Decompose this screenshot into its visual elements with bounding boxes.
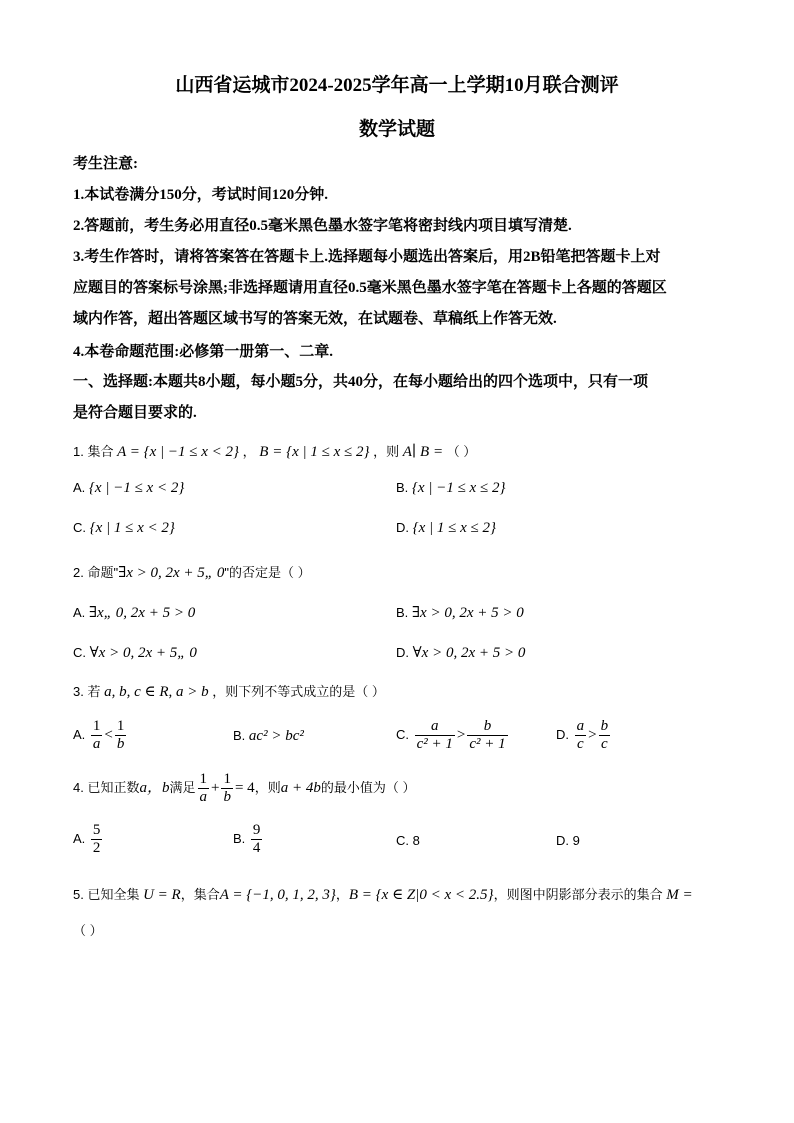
q5-paren: （ ） [73,923,103,938]
option-value: ∀x > 0, 2x + 5„ 0 [89,645,197,661]
q4-option-c[interactable]: C. 8 [396,833,420,848]
exam-title: 山西省运城市2024-2025学年高一上学期10月联合测评 [175,75,619,96]
q3-option-c[interactable] [396,718,510,753]
q2-option-d[interactable] [396,643,525,662]
option-label: C. [73,520,86,535]
fraction: $\frac{1}{a}$ [92,718,101,752]
q5-set-a: A = {−1, 0, 1, 2, 3} [219,887,336,903]
question-2 [73,562,311,582]
option-label: B. [233,830,246,846]
q2-option-c[interactable] [73,643,197,662]
q1-option-a[interactable] [73,480,184,497]
q4-then: ，则 [254,779,281,795]
q3-prefix: 3. 若 [73,684,101,699]
notice-item-3: 3.考生作答时，请将答案答在答题卡上.选择题每小题选出答案后，用2B铅笔把答题卡上对 [73,249,661,265]
q2-option-a[interactable] [73,603,195,622]
fraction: $\frac{a}{c}$ [576,718,585,752]
q3-condition: a, b, c ∈ R, a > b [104,684,209,700]
option-label: C. [396,726,409,742]
q1-expr: A∣ B = [402,444,444,460]
q5-prefix: 5. 已知全集 [73,887,140,902]
q3-option-a[interactable] [73,718,128,753]
option-value: {x | 1 ≤ x < 2} [89,520,175,536]
section-heading: 一、选择题:本题共8小题，每小题5分，共40分，在每小题给出的四个选项中，只有一项 [73,374,648,390]
option-value: ∀x > 0, 2x + 5 > 0 [412,645,526,661]
q1-prefix: 1. 集合 [73,444,114,459]
option-label: A. [73,726,86,742]
q5-set-b: B = {x ∈ Z|0 < x < 2.5} [348,887,494,903]
option-label: A. [73,830,86,846]
q4-expr: a + 4b [280,779,321,796]
option-value: {x | 1 ≤ x ≤ 2} [412,520,497,536]
operator: > [588,726,597,743]
q5-comma: ， [335,887,349,902]
q3-suffix: ，则下列不等式成立的是（ ） [212,684,385,699]
q5-universal-set: U = R [143,887,181,903]
option-label: D. [396,520,409,535]
notice-item-1: 1.本试卷满分150分，考试时间120分钟. [73,187,329,203]
q4-prefix: 4. 已知正数 [73,779,140,795]
option-value: ∃x„ 0, 2x + 5 > 0 [88,605,196,621]
q2-expr: ∃x > 0, 2x + 5„ 0 [118,565,225,581]
q5-suffix: ，则图中阴影部分表示的集合 [493,887,663,902]
q2-suffix: "的否定是（ ） [224,565,311,580]
operator: + [211,779,220,796]
question-5 [73,884,693,904]
q5-mid: ，集合 [180,887,220,902]
option-value: ∃x > 0, 2x + 5 > 0 [411,605,524,621]
notice-item-2: 2.答题前，考生务必用直径0.5毫米黑色墨水签字笔将密封线内项目填写清楚. [73,218,572,234]
q1-set-b: B = {x | 1 ≤ x ≤ 2} [259,444,370,460]
q3-option-d[interactable] [556,718,612,753]
q4-option-b[interactable] [233,822,264,857]
fraction: $\frac{a}{\text{c² + 1}}$ [416,718,453,752]
q4-mid: 满足 [169,779,196,795]
q1-then: ，则 [373,444,400,459]
option-label: C. [73,645,86,660]
option-label: A. [73,480,86,495]
fraction: $\frac{5}{2}$ [92,822,101,856]
fraction: $\frac{1}{a}$ [199,771,207,805]
q4-suffix: 的最小值为（ ） [320,779,416,795]
question-4 [73,771,415,806]
equation-rhs: = 4 [234,779,255,796]
q3-option-b[interactable] [233,728,304,745]
fraction: $\frac{b}{\text{c² + 1}}$ [469,718,506,752]
option-label: D. [396,645,409,660]
notice-item-4: 4.本卷命题范围:必修第一册第一、二章. [73,344,333,360]
option-value: {x | −1 ≤ x ≤ 2} [411,480,506,496]
question-1 [73,441,476,461]
option-label: B. [396,605,409,620]
notice-heading: 考生注意: [73,156,138,172]
q2-prefix: 2. 命题" [73,565,119,580]
q1-set-a: A = {x | −1 ≤ x < 2} [117,444,240,460]
notice-item-3-cont: 应题目的答案标号涂黑;非选择题请用直径0.5毫米黑色墨水签字笔在答题卡上各题的答题区 [73,280,667,296]
option-label: B. [233,728,246,743]
option-label: D. [556,726,569,742]
fraction: $\frac{1}{b}$ [223,771,231,805]
q1-comma: ， [242,444,256,459]
fraction: $\frac{1}{b}$ [116,718,125,752]
option-value: ac² > bc² [248,728,304,744]
operator: > [456,726,466,743]
q2-option-b[interactable] [396,603,524,622]
q1-option-b[interactable] [396,480,505,497]
q4-vars: a，b [139,779,170,796]
q1-option-c[interactable] [73,520,175,537]
notice-item-3-end: 域内作答，超出答题区域书写的答案无效，在试题卷、草稿纸上作答无效. [73,311,557,327]
option-label: A. [73,605,86,620]
question-3 [73,681,385,701]
q5-m: M = [666,887,693,903]
operator: < [104,726,113,743]
fraction: $\frac{9}{4}$ [252,822,261,856]
option-label: B. [396,480,409,495]
option-value: {x | −1 ≤ x < 2} [88,480,185,496]
fraction: $\frac{b}{c}$ [600,718,609,752]
q1-option-d[interactable] [396,520,496,537]
q4-option-a[interactable] [73,822,104,857]
exam-subtitle: 数学试题 [358,119,435,140]
q4-option-d[interactable]: D. 9 [556,833,580,848]
q1-paren: （ ） [446,444,477,459]
section-heading-cont: 是符合题目要求的. [73,405,197,421]
